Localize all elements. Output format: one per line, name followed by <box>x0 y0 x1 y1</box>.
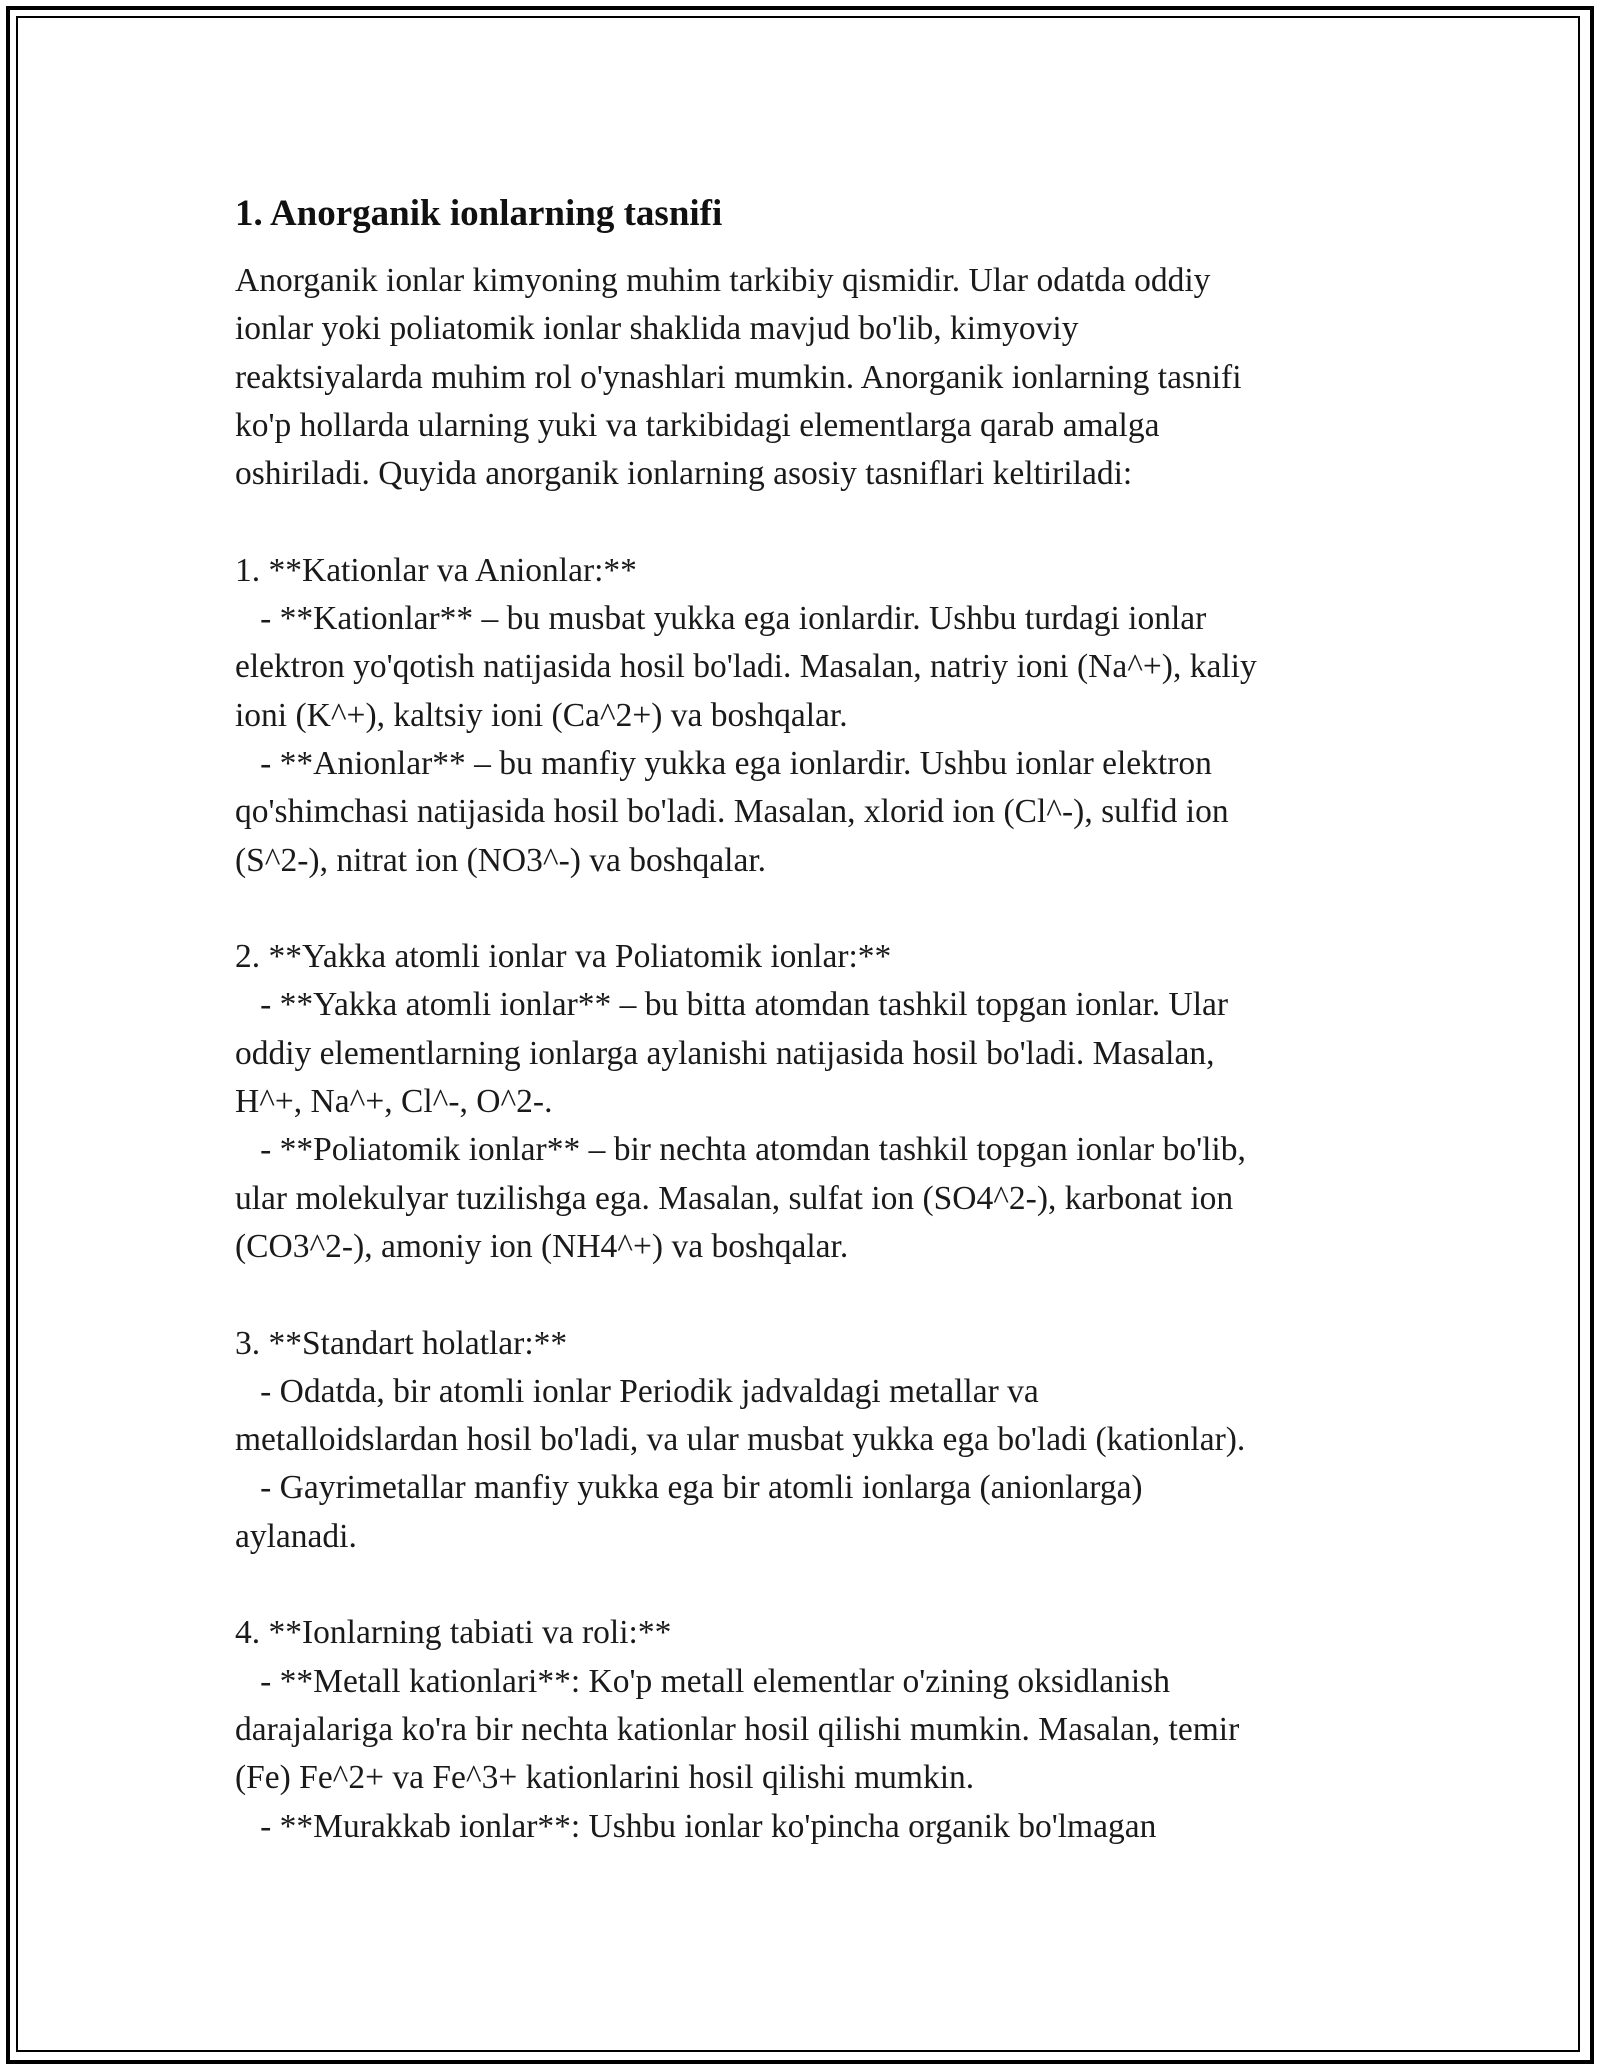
document-body: Anorganik ionlar kimyoning muhim tarkibiy qismidir. Ular odatda oddiy ionlar yoki poliatomik ionlar shaklida mavjud bo'lib, kimyoviy reaktsiyalarda muhim rol o'ynashlari mumkin. Anorganik ionlarning tasnifi ko'p hollarda ularning yuki va tarkibidagi elementlarga qarab amalga oshiriladi. Quyida anorganik ionlarning asosiy tasniflari keltiriladi: 1. **Kationlar va Anionlar:** - **Kationlar** – bu musbat yukka ega ionlardir. Ushbu turdagi ionlar elektron yo'qotish natijasida hosil bo'ladi. Masalan, natriy ioni (Na^+), kaliy ioni (K^+), kaltsiy ioni (Ca^2+) va boshqalar. - **Anionlar** – bu manfiy yukka ega ionlardir. Ushbu ionlar elektron qo'shimchasi natijasida hosil bo'ladi. Masalan, xlorid ion (Cl^-), sulfid ion (S^2-), nitrat ion (NO3^-) va boshqalar. 2. **Yakka atomli ionlar va Poliatomik ionlar:** - **Yakka atomli ionlar** – bu bitta atomdan tashkil topgan ionlar. Ular oddiy elementlarning ionlarga aylanishi natijasida hosil bo'ladi. Masalan, H^+, Na^+, Cl^-, O^2-. - **Poliatomik ionlar** – bir nechta atomdan tashkil topgan ionlar bo'lib, ular molekulyar tuzilishga ega. Masalan, sulfat ion (SO4^2-), karbonat ion (CO3^2-), amoniy ion (NH4^+) va boshqalar. 3. **Standart holatlar:** - Odatda, bir atomli ionlar Periodik jadvaldagi metallar va metalloidslardan hosil bo'ladi, va ular musbat yukka ega bo'ladi (kationlar). - Gayrimetallar manfiy yukka ega bir atomli ionlarga (anionlarga) aylanadi. 4. **Ionlarning tabiati va roli:** - **Metall kationlari**: Ko'p metall elementlar o'zining oksidlanish darajalariga ko'ra bir nechta kationlar hosil qilishi mumkin. Masalan, temir (Fe) Fe^2+ va Fe^3+ kationlarini hosil qilishi mumkin. - **Murakkab ionlar**: Ushbu ionlar ko'pincha organik bo'lmagan <box>235 262 1257 1845</box>
document-heading: 1. Anorganik ionlarning tasnifi <box>235 193 723 234</box>
document-content <box>235 188 1375 1851</box>
